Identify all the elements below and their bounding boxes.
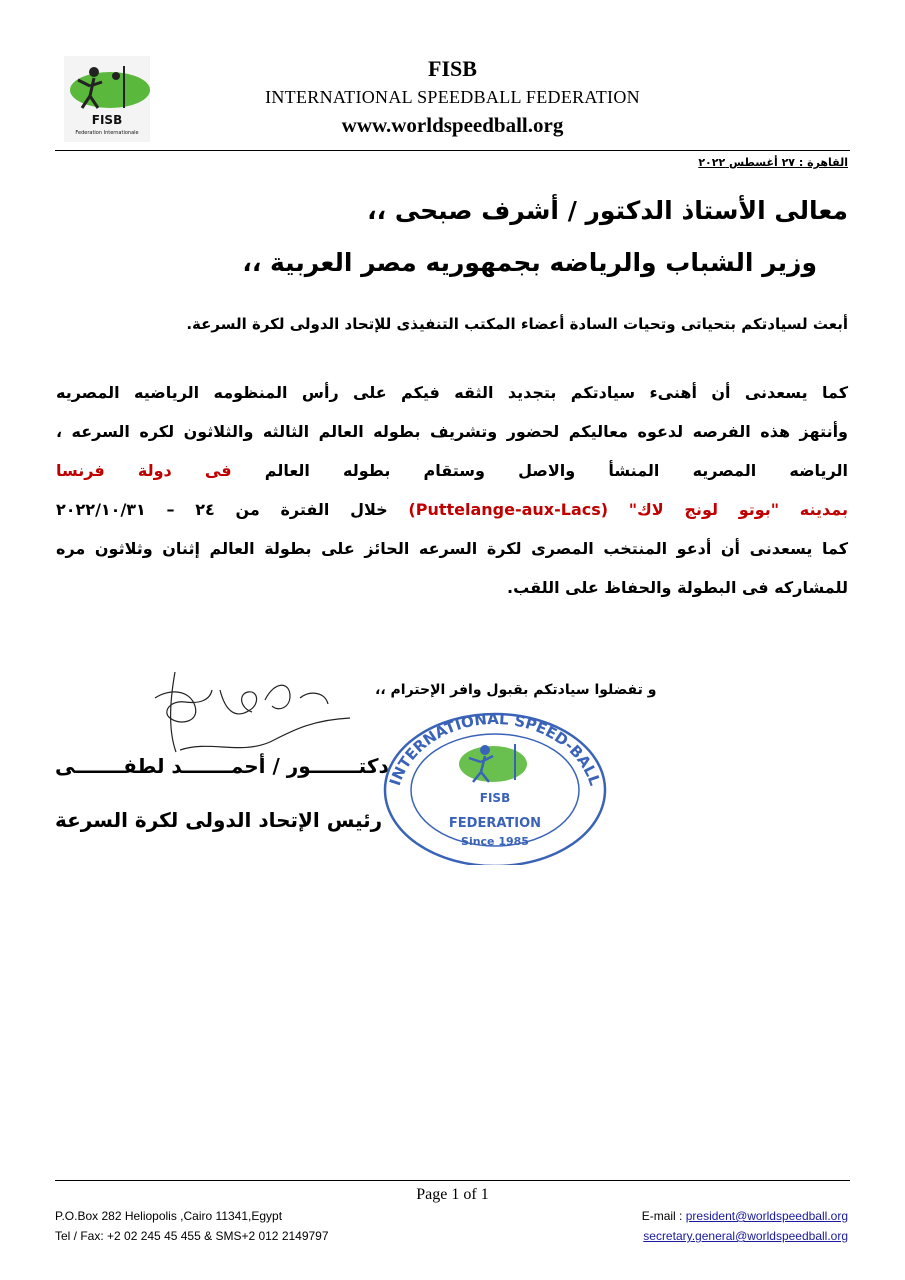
footer-divider xyxy=(55,1180,850,1181)
email-link-secretary[interactable]: secretary.general@worldspeedball.org xyxy=(643,1229,848,1243)
highlight-location: فى دولة فرنسا xyxy=(56,461,232,480)
addressee-line-1: معالى الأستاذ الدكتور / أشرف صبحى ،، xyxy=(367,196,848,225)
signer-name: دكتـــــــور / أحمـــــــد لطفـــــــى xyxy=(55,754,389,778)
logo-text: FISB xyxy=(91,113,123,127)
signer-title: رئيس الإتحاد الدولى لكرة السرعة xyxy=(55,808,383,832)
letter-paragraph xyxy=(56,373,848,607)
org-acronym: FISB xyxy=(428,56,477,81)
footer-email-1 xyxy=(642,1209,848,1223)
stamp-label: FEDERATION xyxy=(448,816,542,831)
paragraph-line: للمشاركه فى البطولة والحفاظ على اللقب. xyxy=(507,578,848,597)
greeting: أبعث لسيادتكم بتحياتى وتحيات السادة أعضاء المكتب التنفيذى للإتحاد الدولى لكرة السرعة. xyxy=(186,315,848,333)
stamp-ring-text: INTERNATIONAL SPEED-BALL xyxy=(385,709,604,788)
org-website[interactable]: www.worldspeedball.org xyxy=(341,113,564,137)
highlight-city: بمدينه "بوتو لونج لاك" (Puttelange-aux-Lacs) xyxy=(408,500,849,519)
paragraph-line xyxy=(56,490,848,529)
email-label: E-mail : xyxy=(641,1209,686,1223)
header-divider xyxy=(55,150,850,151)
paragraph-line: كما يسعدنى أن أدعو المنتخب المصرى لكرة السرعه الحائز على بطولة العالم إثنان وثلاثون مره xyxy=(56,539,848,558)
paragraph-line: كما يسعدنى أن أهنىء سيادتكم بتجديد الثقه فيكم على رأس المنظومه الرياضيه المصريه xyxy=(56,383,848,402)
federation-stamp xyxy=(375,700,615,865)
org-name: INTERNATIONAL SPEEDBALL FEDERATION xyxy=(265,87,640,107)
addressee-line-2: وزير الشباب والرياضه بجمهوريه مصر العربية ،، xyxy=(242,248,817,277)
stamp-since: Since 1985 xyxy=(461,835,529,848)
page-number: Page 1 of 1 xyxy=(416,1186,489,1203)
footer-address: P.O.Box 282 Heliopolis ,Cairo 11341,Egypt xyxy=(55,1209,283,1223)
letter-date: القاهرة : ٢٧ أغسطس ٢٠٢٢ xyxy=(698,156,848,169)
closing-line: و تفضلوا سيادتكم بقبول وافر الإحترام ،، xyxy=(375,682,657,698)
paragraph-text: خلال الفترة من ٢٤ – ٢٠٢٢/١٠/٣١ xyxy=(56,500,388,519)
logo-subtext: Federation Internationale xyxy=(75,130,139,136)
footer-email-2 xyxy=(643,1229,848,1243)
footer-phones: Tel / Fax: +2 02 245 45 455 & SMS+2 012 2149797 xyxy=(55,1229,329,1243)
paragraph-line: وأنتهز هذه الفرصه لدعوه معاليكم لحضور وتشريف بطوله العالم الثالثه والثلاثون لكره السرعه ، xyxy=(56,422,848,441)
paragraph-line xyxy=(56,451,848,490)
email-link-president[interactable]: president@worldspeedball.org xyxy=(685,1209,848,1223)
paragraph-text: الرياضه المصريه المنشأ والاصل وستقام بطوله العالم xyxy=(264,461,849,480)
stamp-center: FISB xyxy=(479,791,511,805)
